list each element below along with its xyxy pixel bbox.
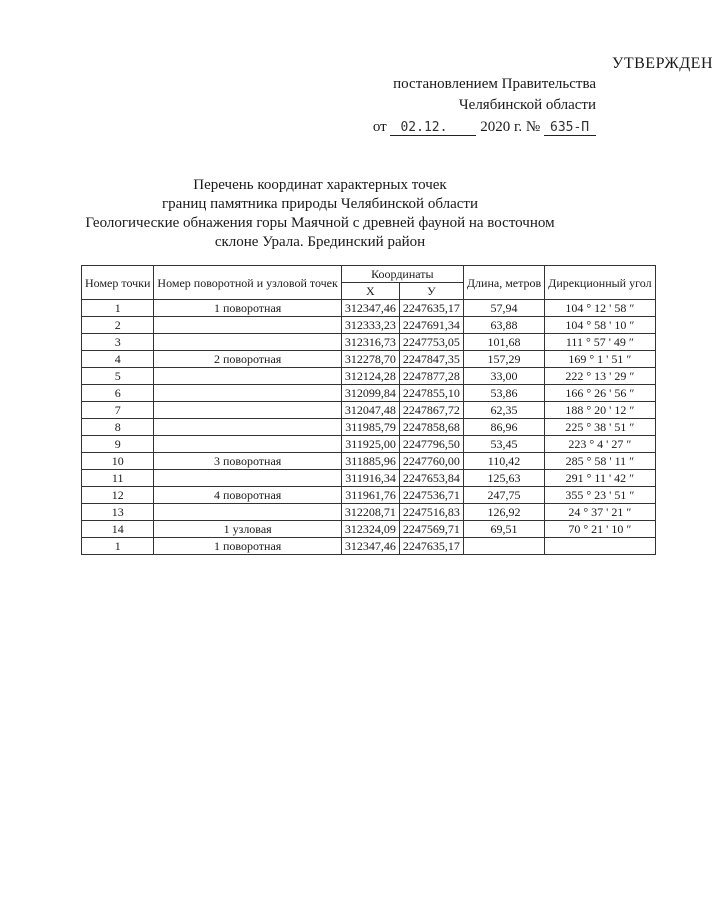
cell-y: 2247847,35 [399,351,463,368]
cell-length: 53,45 [463,436,544,453]
cell-x: 312316,73 [341,334,399,351]
cell-y: 2247691,34 [399,317,463,334]
approval-date: 02.12. [390,120,476,136]
cell-point-no: 6 [82,385,154,402]
cell-angle: 104 ° 12 ' 58 ″ [545,300,655,317]
header-y: У [399,283,463,300]
table-row [82,334,656,351]
cell-point-no: 14 [82,521,154,538]
cell-y: 2247855,10 [399,385,463,402]
cell-point-type [154,470,341,487]
cell-y: 2247877,28 [399,368,463,385]
cell-point-type: 4 поворотная [154,487,341,504]
cell-x: 312278,70 [341,351,399,368]
cell-angle: 223 ° 4 ' 27 ″ [545,436,655,453]
cell-point-no: 12 [82,487,154,504]
document-title [40,176,600,252]
table-row [82,470,656,487]
table-row [82,402,656,419]
approval-line-1: постановлением Правительства [393,76,596,92]
title-line-4: склоне Урала. Брединский район [214,234,426,250]
cell-y: 2247753,05 [399,334,463,351]
table-row [82,487,656,504]
cell-angle: 166 ° 26 ' 56 ″ [545,385,655,402]
approval-year-text: 2020 г. № [480,119,541,135]
cell-point-type [154,402,341,419]
cell-x: 311916,34 [341,470,399,487]
title-line-2: границ памятника природы Челябинской области [162,196,478,212]
cell-x: 312324,09 [341,521,399,538]
cell-point-no: 3 [82,334,154,351]
approval-line-2: Челябинской области [458,97,596,113]
cell-angle: 225 ° 38 ' 51 ″ [545,419,655,436]
cell-y: 2247569,71 [399,521,463,538]
cell-x: 312124,28 [341,368,399,385]
table-row [82,419,656,436]
cell-point-no: 10 [82,453,154,470]
cell-angle: 285 ° 58 ' 11 ″ [545,453,655,470]
cell-y: 2247536,71 [399,487,463,504]
cell-y: 2247635,17 [399,300,463,317]
cell-y: 2247516,83 [399,504,463,521]
cell-point-no: 1 [82,300,154,317]
table-row [82,317,656,334]
cell-point-no: 11 [82,470,154,487]
cell-angle: 104 ° 58 ' 10 ″ [545,317,655,334]
approval-number: 635-П [544,120,596,136]
cell-point-no: 9 [82,436,154,453]
cell-length: 101,68 [463,334,544,351]
approval-heading: УТВЕРЖДЕН [612,55,713,72]
cell-length: 86,96 [463,419,544,436]
approval-date-line [373,117,596,138]
cell-point-type [154,317,341,334]
cell-angle: 291 ° 11 ' 42 ″ [545,470,655,487]
cell-angle [545,538,655,555]
cell-point-type: 2 поворотная [154,351,341,368]
cell-x: 311961,76 [341,487,399,504]
cell-point-type [154,368,341,385]
cell-x: 312208,71 [341,504,399,521]
cell-point-no: 13 [82,504,154,521]
cell-length: 125,63 [463,470,544,487]
table-row [82,351,656,368]
cell-length: 126,92 [463,504,544,521]
cell-length: 53,86 [463,385,544,402]
cell-x: 312347,46 [341,300,399,317]
cell-length: 157,29 [463,351,544,368]
cell-angle: 70 ° 21 ' 10 ″ [545,521,655,538]
cell-angle: 169 ° 1 ' 51 ″ [545,351,655,368]
cell-point-type: 1 поворотная [154,538,341,555]
cell-point-type: 1 узловая [154,521,341,538]
header-x: X [341,283,399,300]
cell-point-type [154,436,341,453]
cell-y: 2247858,68 [399,419,463,436]
header-length: Длина, метров [463,266,544,300]
table-row [82,538,656,555]
cell-x: 312347,46 [341,538,399,555]
cell-angle: 222 ° 13 ' 29 ″ [545,368,655,385]
cell-point-no: 5 [82,368,154,385]
table-row [82,521,656,538]
cell-point-no: 4 [82,351,154,368]
cell-length: 247,75 [463,487,544,504]
cell-point-no: 2 [82,317,154,334]
cell-angle: 24 ° 37 ' 21 ″ [545,504,655,521]
cell-length: 69,51 [463,521,544,538]
header-point-type: Номер поворотной и узловой точек [154,266,341,300]
cell-x: 312047,48 [341,402,399,419]
table-row [82,368,656,385]
header-point-no: Номер точки [82,266,154,300]
cell-length: 57,94 [463,300,544,317]
cell-length: 33,00 [463,368,544,385]
cell-angle: 355 ° 23 ' 51 ″ [545,487,655,504]
table-row [82,504,656,521]
cell-x: 311925,00 [341,436,399,453]
cell-point-no: 7 [82,402,154,419]
cell-x: 312099,84 [341,385,399,402]
cell-y: 2247867,72 [399,402,463,419]
cell-point-type [154,334,341,351]
cell-angle: 111 ° 57 ' 49 ″ [545,334,655,351]
cell-length: 110,42 [463,453,544,470]
cell-y: 2247635,17 [399,538,463,555]
table-row [82,436,656,453]
cell-point-type: 1 поворотная [154,300,341,317]
cell-x: 311985,79 [341,419,399,436]
cell-x: 312333,23 [341,317,399,334]
cell-y: 2247796,50 [399,436,463,453]
cell-point-no: 1 [82,538,154,555]
cell-length [463,538,544,555]
coordinates-table [81,265,656,555]
cell-y: 2247653,84 [399,470,463,487]
cell-angle: 188 ° 20 ' 12 ″ [545,402,655,419]
title-line-3: Геологические обнажения горы Маячной с древней фауной на восточном [85,215,555,231]
table-row [82,300,656,317]
title-line-1: Перечень координат характерных точек [193,177,447,193]
approval-prefix: от [372,119,387,135]
cell-point-type [154,385,341,402]
approval-block [372,53,713,138]
header-coordinates: Координаты [341,266,463,283]
cell-y: 2247760,00 [399,453,463,470]
cell-point-type: 3 поворотная [154,453,341,470]
cell-length: 62,35 [463,402,544,419]
cell-x: 311885,96 [341,453,399,470]
table-row [82,453,656,470]
cell-point-type [154,504,341,521]
cell-point-type [154,419,341,436]
cell-length: 63,88 [463,317,544,334]
cell-point-no: 8 [82,419,154,436]
header-angle: Дирекционный угол [545,266,655,300]
table-row [82,385,656,402]
